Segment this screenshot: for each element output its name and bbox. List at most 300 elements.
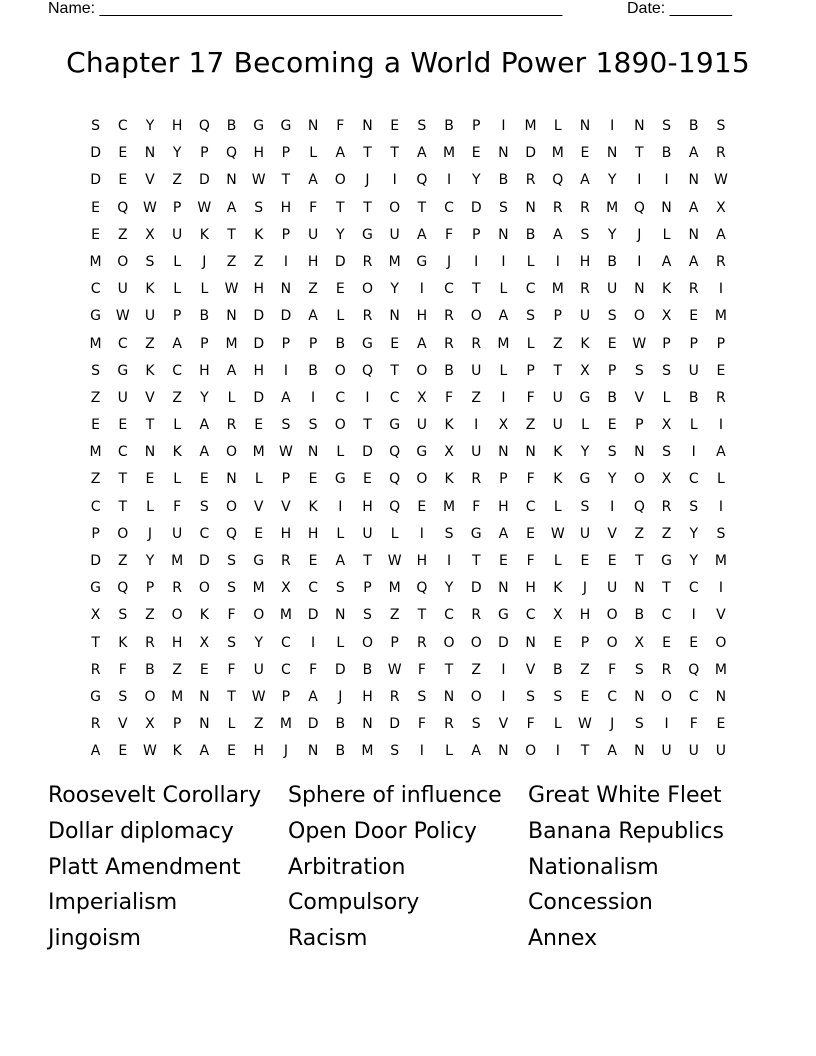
grid-letter: D	[90, 145, 101, 162]
grid-letter: Z	[308, 281, 318, 298]
grid-letter: M	[388, 253, 401, 270]
grid-letter: I	[610, 118, 615, 134]
grid-letter: O	[253, 607, 265, 624]
grid-letter: W	[578, 716, 592, 733]
grid-letter: G	[280, 118, 292, 134]
grid-letter: Y	[390, 281, 399, 298]
grid-letter: J	[147, 525, 153, 542]
grid-letter: I	[338, 498, 343, 515]
grid-letter: S	[199, 498, 209, 515]
grid-letter: T	[336, 199, 345, 216]
grid-letter: X	[552, 607, 563, 624]
grid-letter: R	[716, 253, 726, 270]
grid-letter: P	[200, 145, 209, 162]
grid-letter: L	[499, 362, 508, 379]
grid-letter: A	[226, 199, 237, 216]
grid-letter: U	[172, 226, 183, 243]
grid-letter: Q	[389, 444, 401, 461]
grid-letter: C	[688, 580, 699, 597]
grid-letter: T	[390, 145, 399, 162]
grid-letter: X	[661, 417, 672, 434]
grid-letter: Q	[389, 471, 401, 488]
grid-letter: N	[715, 688, 727, 705]
grid-row	[82, 303, 735, 330]
grid-letter: M	[252, 580, 265, 597]
grid-letter: Q	[633, 199, 645, 216]
grid-letter: F	[608, 661, 617, 678]
grid-letter: P	[91, 525, 100, 542]
grid-letter: U	[688, 743, 699, 760]
grid-letter: D	[334, 661, 346, 678]
grid-letter: Z	[172, 172, 182, 189]
word-list-item: Arbitration	[288, 854, 406, 880]
grid-letter: M	[361, 743, 374, 760]
grid-letter: P	[553, 308, 562, 325]
grid-letter: D	[307, 716, 319, 733]
grid-letter: Z	[253, 716, 264, 733]
grid-letter: C	[308, 580, 318, 597]
word-list-item: Dollar diplomacy	[48, 818, 234, 844]
name-label: Name:	[48, 0, 96, 17]
grid-letter: O	[334, 417, 346, 434]
grid-letter: I	[283, 253, 288, 270]
grid-letter: Z	[172, 661, 182, 678]
grid-letter: O	[171, 607, 183, 624]
grid-letter: A	[281, 389, 291, 406]
grid-letter: D	[90, 553, 101, 569]
grid-letter: E	[227, 743, 236, 760]
grid-letter: I	[446, 553, 452, 569]
grid-letter: L	[336, 525, 345, 542]
grid-letter: A	[716, 444, 726, 461]
grid-letter: Y	[471, 172, 481, 189]
grid-row	[82, 711, 735, 738]
grid-letter: Z	[634, 525, 645, 542]
grid-letter: M	[606, 199, 619, 216]
grid-letter: S	[227, 580, 236, 597]
grid-letter: X	[199, 634, 210, 651]
grid-letter: E	[580, 688, 590, 705]
grid-row	[82, 466, 735, 493]
grid-letter: C	[444, 281, 454, 298]
grid-letter: U	[661, 743, 672, 760]
grid-letter: B	[362, 661, 373, 678]
grid-letter: I	[637, 172, 642, 189]
grid-letter: U	[607, 281, 618, 298]
word-list-item: Open Door Policy	[288, 818, 477, 844]
grid-letter: S	[254, 199, 264, 216]
word-list-item: Jingoism	[48, 926, 141, 952]
grid-letter: L	[173, 417, 182, 434]
grid-letter: W	[387, 553, 402, 569]
grid-letter: N	[498, 444, 509, 461]
grid-letter: U	[579, 308, 591, 325]
grid-letter: K	[199, 226, 209, 243]
grid-letter: F	[173, 498, 182, 515]
grid-letter: C	[444, 199, 454, 216]
grid-letter: A	[580, 172, 590, 189]
grid-letter: E	[553, 634, 563, 651]
grid-letter: O	[334, 172, 346, 189]
grid-row	[82, 276, 735, 303]
grid-letter: E	[145, 471, 155, 488]
grid-letter: U	[253, 661, 264, 678]
grid-letter: C	[281, 661, 291, 678]
grid-letter: N	[362, 118, 373, 134]
grid-letter: S	[471, 716, 481, 733]
grid-letter: I	[664, 172, 669, 189]
grid-letter: G	[497, 607, 509, 624]
grid-letter: V	[525, 661, 536, 678]
grid-letter: A	[308, 308, 318, 325]
grid-letter: O	[606, 607, 618, 624]
grid-letter: B	[335, 716, 346, 733]
word-list-item: Annex	[528, 926, 598, 952]
grid-letter: N	[525, 634, 536, 651]
grid-letter: N	[389, 308, 400, 325]
grid-letter: H	[253, 145, 264, 162]
grid-letter: O	[144, 688, 156, 705]
grid-letter: H	[416, 308, 428, 325]
grid-row	[82, 167, 735, 194]
grid-letter: A	[335, 553, 346, 569]
grid-letter: I	[501, 389, 506, 406]
grid-letter: D	[389, 716, 401, 733]
grid-letter: U	[471, 362, 482, 379]
grid-letter: B	[199, 308, 210, 325]
grid-letter: N	[498, 580, 509, 597]
grid-letter: I	[718, 417, 723, 434]
grid-letter: X	[661, 308, 672, 325]
grid-letter: H	[498, 498, 509, 515]
grid-letter: N	[634, 580, 645, 597]
grid-letter: H	[579, 607, 591, 624]
grid-letter: M	[442, 498, 456, 515]
grid-letter: S	[634, 362, 644, 379]
grid-letter: B	[634, 607, 645, 624]
grid-letter: O	[633, 471, 645, 488]
grid-letter: O	[361, 281, 373, 298]
grid-letter: H	[253, 362, 264, 379]
grid-letter: V	[634, 389, 645, 406]
grid-letter: F	[309, 661, 318, 678]
grid-letter: P	[716, 335, 726, 352]
grid-letter: W	[550, 525, 565, 542]
grid-letter: W	[143, 199, 157, 216]
grid-letter: C	[90, 498, 101, 515]
grid-letter: I	[474, 253, 479, 270]
grid-letter: H	[525, 580, 536, 597]
grid-letter: P	[281, 335, 291, 352]
grid-letter: B	[145, 661, 155, 678]
grid-letter: Q	[117, 580, 129, 597]
date-field	[627, 0, 732, 18]
grid-letter: K	[444, 417, 454, 434]
grid-letter: A	[498, 308, 509, 325]
grid-letter: H	[253, 281, 264, 298]
grid-letter: O	[226, 444, 238, 461]
grid-letter: T	[363, 199, 372, 216]
grid-letter: R	[172, 580, 183, 597]
grid-letter: L	[689, 417, 698, 434]
grid-letter: B	[444, 362, 454, 379]
grid-letter: A	[226, 362, 237, 379]
grid-letter: P	[363, 580, 372, 597]
grid-letter: G	[416, 444, 428, 461]
grid-letter: I	[555, 253, 560, 270]
grid-letter: S	[363, 607, 372, 624]
grid-letter: J	[283, 743, 288, 760]
grid-letter: R	[416, 634, 427, 651]
grid-letter: B	[661, 145, 672, 162]
grid-letter: G	[253, 553, 265, 569]
grid-letter: M	[279, 607, 292, 624]
grid-letter: B	[498, 172, 509, 189]
grid-row	[82, 358, 735, 385]
grid-letter: C	[172, 362, 183, 379]
grid-letter: R	[580, 281, 590, 298]
grid-letter: S	[335, 580, 345, 597]
grid-letter: X	[634, 634, 645, 651]
grid-letter: S	[580, 226, 590, 243]
grid-letter: V	[281, 498, 291, 515]
grid-letter: C	[117, 118, 128, 134]
grid-letter: Y	[607, 172, 617, 189]
grid-letter: Z	[389, 607, 400, 624]
grid-letter: D	[362, 444, 373, 461]
grid-row	[82, 195, 735, 222]
name-field	[48, 0, 562, 18]
grid-row	[82, 657, 735, 684]
grid-letter: K	[172, 444, 182, 461]
grid-letter: P	[281, 471, 291, 488]
grid-letter: F	[526, 471, 535, 488]
grid-letter: C	[117, 335, 128, 352]
grid-letter: C	[688, 688, 699, 705]
grid-letter: I	[311, 389, 316, 406]
grid-letter: B	[308, 362, 318, 379]
grid-letter: D	[498, 634, 509, 651]
grid-letter: H	[579, 253, 591, 270]
grid-letter: R	[145, 634, 155, 651]
grid-letter: E	[471, 145, 481, 162]
grid-letter: N	[525, 444, 536, 461]
grid-letter: I	[474, 417, 479, 434]
grid-letter: G	[389, 417, 401, 434]
grid-letter: L	[581, 417, 589, 434]
grid-letter: W	[115, 308, 130, 325]
grid-row	[82, 412, 735, 439]
grid-letter: R	[688, 281, 699, 298]
grid-letter: Z	[117, 553, 128, 569]
grid-letter: S	[553, 688, 563, 705]
grid-letter: F	[227, 607, 236, 624]
grid-letter: C	[525, 281, 536, 298]
grid-letter: I	[691, 444, 696, 461]
grid-letter: L	[717, 471, 725, 488]
word-search-grid	[82, 113, 735, 766]
grid-letter: X	[661, 471, 672, 488]
grid-letter: O	[117, 253, 129, 270]
grid-letter: Q	[416, 172, 428, 189]
grid-letter: W	[251, 688, 266, 705]
word-list-item: Platt Amendment	[48, 854, 241, 880]
grid-letter: I	[664, 716, 669, 733]
grid-letter: A	[172, 335, 182, 352]
grid-letter: K	[444, 471, 454, 488]
grid-letter: F	[118, 661, 127, 678]
grid-letter: S	[118, 607, 128, 624]
grid-letter: U	[471, 444, 482, 461]
grid-letter: M	[551, 145, 564, 162]
grid-letter: P	[200, 335, 209, 352]
grid-letter: D	[253, 389, 265, 406]
grid-letter: S	[227, 634, 236, 651]
grid-letter: Q	[633, 498, 645, 515]
grid-letter: R	[389, 688, 400, 705]
grid-letter: Z	[471, 661, 482, 678]
grid-letter: O	[470, 688, 482, 705]
word-list-item: Nationalism	[528, 854, 659, 880]
grid-letter: P	[172, 716, 182, 733]
grid-letter: C	[335, 389, 346, 406]
grid-letter: M	[714, 308, 727, 325]
grid-letter: Y	[145, 118, 155, 134]
grid-letter: S	[662, 362, 671, 379]
grid-letter: H	[199, 362, 210, 379]
grid-letter: E	[390, 335, 400, 352]
grid-letter: N	[307, 118, 319, 134]
grid-letter: A	[688, 199, 699, 216]
grid-letter: I	[419, 743, 424, 760]
grid-letter: R	[362, 308, 373, 325]
grid-letter: J	[338, 688, 343, 705]
grid-letter: S	[308, 417, 318, 434]
grid-letter: R	[90, 716, 101, 733]
grid-letter: D	[253, 308, 265, 325]
grid-letter: B	[335, 743, 346, 760]
grid-letter: S	[634, 716, 644, 733]
grid-letter: N	[226, 471, 237, 488]
grid-letter: R	[226, 417, 237, 434]
grid-letter: P	[580, 634, 590, 651]
grid-letter: G	[117, 362, 129, 379]
grid-letter: Y	[689, 525, 698, 542]
grid-letter: G	[90, 580, 102, 597]
grid-letter: E	[91, 199, 101, 216]
grid-letter: Y	[444, 580, 454, 597]
grid-row	[82, 494, 735, 521]
grid-letter: C	[688, 471, 699, 488]
grid-letter: E	[662, 634, 671, 651]
grid-letter: U	[362, 525, 373, 542]
grid-letter: C	[525, 607, 536, 624]
grid-letter: P	[471, 226, 481, 243]
grid-letter: P	[390, 634, 399, 651]
grid-letter: W	[197, 199, 212, 216]
grid-letter: Y	[172, 145, 182, 162]
grid-letter: D	[470, 199, 482, 216]
grid-letter: Z	[525, 417, 536, 434]
grid-letter: X	[444, 444, 454, 461]
grid-letter: X	[281, 580, 291, 597]
grid-letter: I	[718, 498, 723, 515]
grid-letter: F	[526, 389, 535, 406]
grid-letter: H	[307, 525, 319, 542]
grid-letter: U	[688, 362, 699, 379]
grid-letter: L	[553, 716, 562, 733]
grid-letter: U	[416, 417, 427, 434]
grid-letter: T	[227, 226, 236, 243]
grid-letter: C	[281, 634, 291, 651]
grid-letter: U	[117, 389, 128, 406]
grid-letter: C	[661, 607, 672, 624]
grid-letter: N	[525, 199, 536, 216]
grid-letter: N	[226, 308, 237, 325]
grid-letter: O	[525, 743, 537, 760]
grid-letter: O	[334, 362, 346, 379]
grid-letter: A	[498, 525, 509, 542]
grid-letter: N	[226, 172, 237, 189]
grid-letter: N	[280, 281, 292, 298]
grid-letter: U	[144, 308, 156, 325]
grid-letter: N	[634, 281, 645, 298]
grid-letter: I	[283, 362, 288, 379]
word-list-item: Sphere of influence	[288, 783, 502, 808]
grid-letter: N	[144, 444, 156, 461]
grid-letter: Y	[200, 389, 209, 406]
grid-letter: J	[365, 172, 370, 189]
grid-letter: K	[308, 498, 318, 515]
grid-letter: K	[172, 743, 182, 760]
grid-letter: S	[662, 118, 671, 134]
grid-letter: R	[281, 553, 291, 569]
grid-letter: Y	[607, 226, 617, 243]
grid-letter: R	[444, 308, 454, 325]
grid-row	[82, 249, 735, 276]
grid-letter: N	[634, 444, 645, 461]
grid-letter: F	[336, 118, 345, 134]
grid-letter: T	[363, 145, 372, 162]
grid-letter: P	[499, 471, 508, 488]
grid-letter: V	[498, 716, 509, 733]
grid-letter: H	[171, 634, 183, 651]
grid-letter: T	[471, 281, 481, 298]
grid-letter: N	[144, 145, 156, 162]
grid-row	[82, 738, 735, 765]
grid-letter: D	[525, 145, 536, 162]
grid-letter: N	[579, 118, 591, 134]
grid-letter: T	[553, 362, 563, 379]
grid-letter: E	[689, 308, 699, 325]
grid-letter: W	[251, 172, 266, 189]
grid-letter: K	[661, 281, 672, 298]
grid-letter: N	[307, 444, 319, 461]
grid-letter: F	[445, 226, 454, 243]
grid-row	[82, 140, 735, 167]
grid-row	[82, 113, 735, 140]
grid-letter: L	[553, 498, 562, 515]
grid-letter: R	[362, 253, 373, 270]
grid-row	[82, 222, 735, 249]
grid-letter: H	[171, 118, 183, 134]
grid-letter: M	[89, 253, 102, 270]
grid-letter: R	[471, 471, 482, 488]
grid-letter: W	[632, 335, 647, 352]
grid-letter: J	[202, 253, 207, 270]
grid-letter: D	[470, 580, 482, 597]
grid-letter: F	[445, 389, 454, 406]
